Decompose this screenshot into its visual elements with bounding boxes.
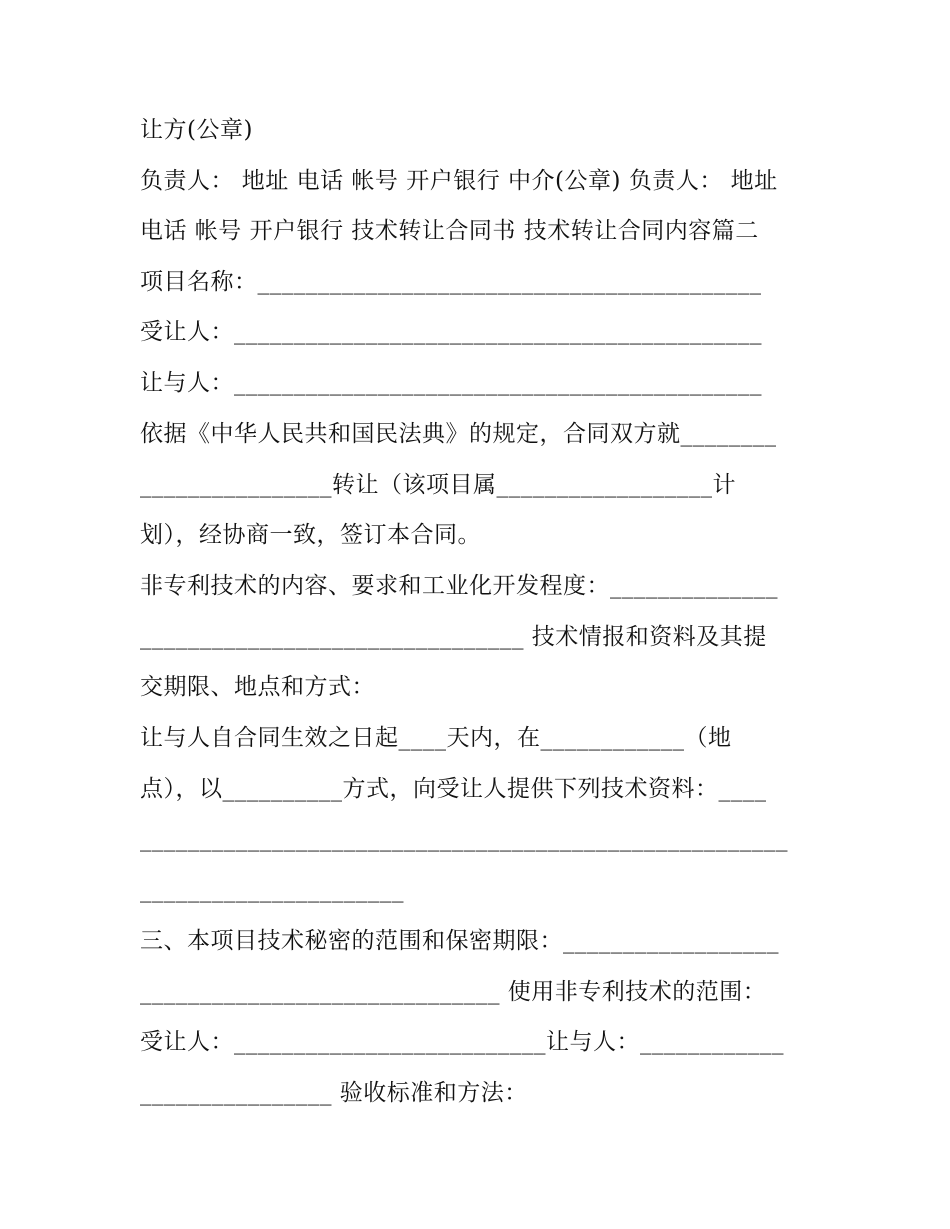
text-line: 三、本项目技术秘密的范围和保密期限：__________________: [140, 928, 779, 954]
text-line: 让与人：____________________________________________: [140, 370, 762, 396]
text-line: 负责人： 地址 电话 帐号 开户银行 中介(公章) 负责人： 地址: [140, 168, 778, 194]
text-line: 让与人自合同生效之日起____天内，在____________（地: [140, 725, 732, 751]
text-line: 划），经协商一致，签订本合同。: [140, 522, 481, 548]
text-line: ________________________________ 技术情报和资料及其提: [140, 624, 767, 650]
text-line: ______________________________ 使用非专利技术的范围：: [140, 979, 767, 1005]
text-line: ______________________________________________________: [140, 826, 788, 852]
text-line: 让方(公章): [140, 117, 253, 143]
text-line: ________________转让（该项目属__________________计: [140, 472, 736, 498]
text-line: 受让人：__________________________让与人：____________: [140, 1029, 784, 1055]
text-line: 点），以__________方式，向受让人提供下列技术资料：____: [140, 776, 767, 802]
text-line: 依据《中华人民共和国民法典》的规定，合同双方就________: [140, 421, 777, 447]
text-line: ______________________: [140, 877, 404, 903]
text-line: 电话 帐号 开户银行 技术转让合同书 技术转让合同内容篇二: [140, 218, 759, 244]
text-line: 非专利技术的内容、要求和工业化开发程度：______________: [140, 573, 778, 599]
text-line: 项目名称：__________________________________________: [140, 269, 762, 295]
text-line: ________________ 验收标准和方法：: [140, 1080, 528, 1106]
text-line: 交期限、地点和方式：: [140, 674, 375, 700]
text-line: 受让人：____________________________________________: [140, 319, 762, 345]
